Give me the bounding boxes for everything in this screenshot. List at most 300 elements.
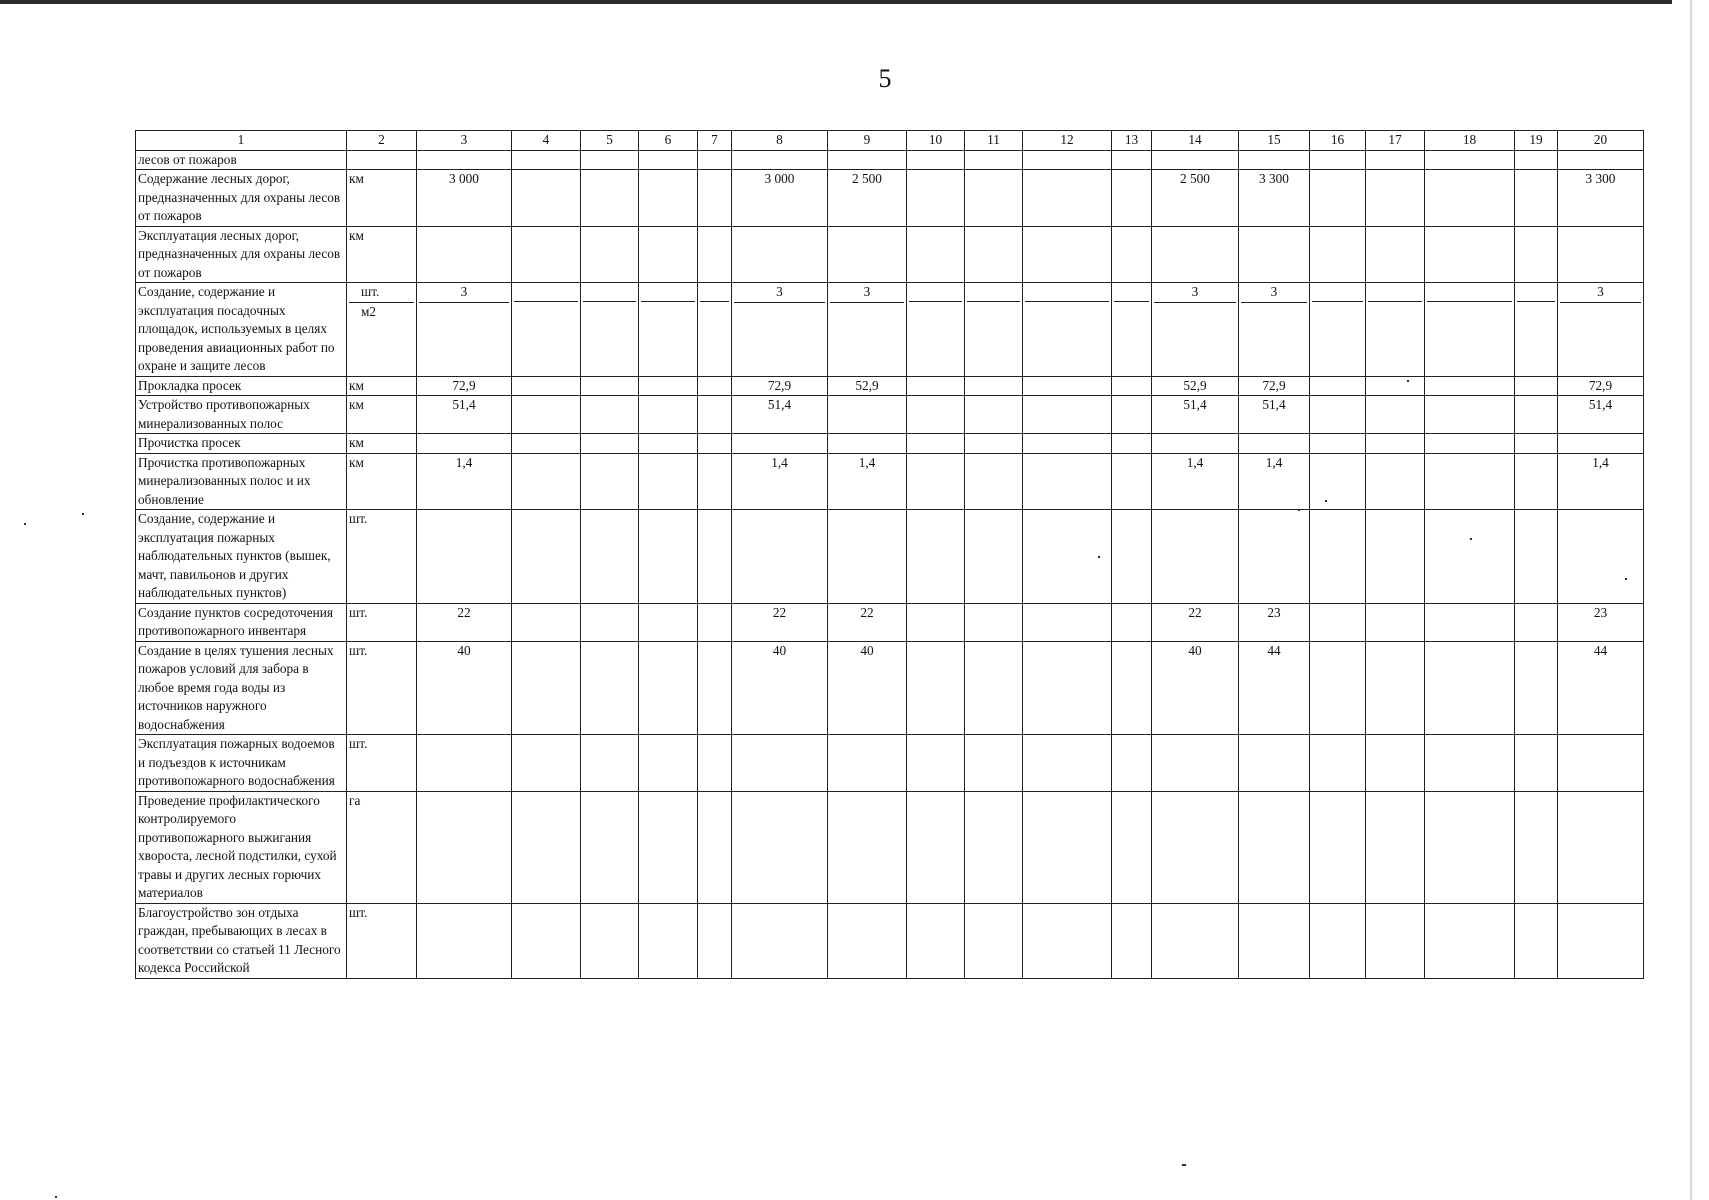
unit-cell: км [347,396,417,434]
scan-speck [1182,1164,1186,1166]
value-cell-col-17 [1366,283,1425,377]
value-cell-col-15 [1239,903,1310,978]
value-cell-col-20: 1,4 [1558,453,1644,510]
unit-secondary: м2 [361,303,377,319]
value-cell-col-18 [1425,396,1515,434]
value-cell-col-12 [1023,283,1112,377]
value-cell-col-8 [732,226,828,283]
value-cell-col-15 [1239,150,1310,170]
value-cell-col-16 [1310,150,1366,170]
value-cell-col-3 [417,226,512,283]
column-header-9: 9 [828,131,907,151]
value-cell-col-18 [1425,903,1515,978]
column-header-2: 2 [347,131,417,151]
value-cell-col-6 [639,283,698,377]
value-cell-col-5 [581,510,639,604]
table-row [136,641,1644,735]
value-cell-col-20 [1558,150,1644,170]
value-cell-col-11 [965,791,1023,903]
value-cell-col-15: 1,4 [1239,453,1310,510]
column-header-15: 15 [1239,131,1310,151]
value-cell-col-9: 40 [828,641,907,735]
value-cell-col-9 [828,735,907,792]
value-primary [1368,283,1422,302]
column-header-1: 1 [136,131,347,151]
value-cell-col-19 [1515,903,1558,978]
value-cell-col-6 [639,150,698,170]
value-cell-col-7 [698,735,732,792]
table-row [136,735,1644,792]
value-cell-col-5 [581,170,639,227]
value-primary: 3 [1241,283,1307,303]
value-primary [700,283,729,302]
value-cell-col-6 [639,791,698,903]
column-header-16: 16 [1310,131,1366,151]
value-primary [1025,283,1109,302]
value-cell-col-12 [1023,603,1112,641]
value-cell-col-7 [698,283,732,377]
value-cell-col-5 [581,226,639,283]
value-cell-col-20 [1558,283,1644,377]
value-cell-col-14 [1152,510,1239,604]
value-cell-col-13 [1112,453,1152,510]
activity-name-cell: Прочистка противопожарных минерализованных полос и их обновление [136,453,347,510]
value-cell-col-3 [417,791,512,903]
value-cell-col-19 [1515,150,1558,170]
activity-name-cell: лесов от пожаров [136,150,347,170]
value-cell-col-9: 22 [828,603,907,641]
value-cell-col-14: 52,9 [1152,376,1239,396]
activity-name-cell: Создание, содержание и эксплуатация посадочных площадок, используемых в целях проведения авиационных работ по охране и защите лесов [136,283,347,377]
value-cell-col-14 [1152,283,1239,377]
value-cell-col-20 [1558,903,1644,978]
value-cell-col-8 [732,735,828,792]
value-cell-col-13 [1112,396,1152,434]
value-cell-col-18 [1425,170,1515,227]
value-cell-col-6 [639,434,698,454]
column-header-6: 6 [639,131,698,151]
value-cell-col-15 [1239,735,1310,792]
value-cell-col-4 [512,735,581,792]
value-cell-col-18 [1425,150,1515,170]
table-row [136,376,1644,396]
value-cell-col-11 [965,735,1023,792]
scan-speck [82,513,84,515]
activity-name-cell: Создание, содержание и эксплуатация пожарных наблюдательных пунктов (вышек, мачт, павильонов и других наблюдательных пунктов) [136,510,347,604]
value-cell-col-19 [1515,376,1558,396]
value-primary: 3 [1560,283,1641,303]
value-cell-col-19 [1515,735,1558,792]
unit-cell [347,283,417,377]
value-cell-col-4 [512,226,581,283]
value-cell-col-16 [1310,791,1366,903]
value-cell-col-14: 51,4 [1152,396,1239,434]
value-cell-col-20 [1558,510,1644,604]
value-cell-col-9: 1,4 [828,453,907,510]
value-primary [514,283,578,302]
column-number-row [136,131,1644,151]
value-cell-col-11 [965,376,1023,396]
value-cell-col-7 [698,641,732,735]
value-cell-col-17 [1366,226,1425,283]
value-cell-col-3: 72,9 [417,376,512,396]
value-cell-col-4 [512,170,581,227]
activity-name-cell: Проведение профилактического контролируемого противопожарного выжигания хвороста, лесной подстилки, сухой травы и других лесных горючих материалов [136,791,347,903]
value-cell-col-7 [698,791,732,903]
unit-cell: км [347,226,417,283]
value-cell-col-17 [1366,641,1425,735]
value-cell-col-15 [1239,791,1310,903]
value-cell-col-5 [581,434,639,454]
value-cell-col-6 [639,170,698,227]
activity-name-cell: Благоустройство зон отдыха граждан, пребывающих в лесах в соответствии со статьей 11 Лесного кодекса Российской [136,903,347,978]
scan-speck [55,1196,57,1198]
value-cell-col-10 [907,376,965,396]
value-cell-col-3: 3 000 [417,170,512,227]
column-header-8: 8 [732,131,828,151]
scan-speck [1098,556,1100,558]
value-cell-col-19 [1515,603,1558,641]
value-cell-col-4 [512,603,581,641]
activity-name-cell: Создание в целях тушения лесных пожаров условий для забора в любое время года воды из источников наружного водоснабжения [136,641,347,735]
value-cell-col-17 [1366,735,1425,792]
value-cell-col-13 [1112,903,1152,978]
value-cell-col-18 [1425,376,1515,396]
value-cell-col-11 [965,283,1023,377]
value-cell-col-5 [581,603,639,641]
value-cell-col-8 [732,791,828,903]
value-cell-col-7 [698,603,732,641]
value-cell-col-5 [581,453,639,510]
value-cell-col-10 [907,283,965,377]
value-cell-col-9 [828,226,907,283]
value-cell-col-18 [1425,791,1515,903]
value-cell-col-6 [639,376,698,396]
value-primary: 3 [419,283,509,303]
value-cell-col-9 [828,903,907,978]
value-cell-col-19 [1515,641,1558,735]
value-cell-col-12 [1023,396,1112,434]
value-cell-col-20 [1558,434,1644,454]
value-cell-col-8 [732,283,828,377]
value-cell-col-16 [1310,603,1366,641]
value-cell-col-16 [1310,510,1366,604]
value-cell-col-8 [732,903,828,978]
scan-speck [1470,538,1472,540]
value-primary [1517,283,1555,302]
value-cell-col-10 [907,791,965,903]
value-cell-col-11 [965,641,1023,735]
table-row [136,226,1644,283]
table-row [136,791,1644,903]
value-cell-col-4 [512,641,581,735]
value-cell-col-7 [698,376,732,396]
value-cell-col-18 [1425,226,1515,283]
value-cell-col-5 [581,735,639,792]
value-cell-col-17 [1366,396,1425,434]
value-cell-col-8: 1,4 [732,453,828,510]
value-cell-col-15: 51,4 [1239,396,1310,434]
column-header-4: 4 [512,131,581,151]
value-cell-col-6 [639,396,698,434]
value-cell-col-10 [907,396,965,434]
value-cell-col-3 [417,903,512,978]
value-cell-col-15 [1239,226,1310,283]
value-cell-col-10 [907,170,965,227]
unit-cell: шт. [347,735,417,792]
table-row [136,903,1644,978]
value-cell-col-11 [965,226,1023,283]
table-row [136,603,1644,641]
value-cell-col-17 [1366,376,1425,396]
value-cell-col-13 [1112,170,1152,227]
value-cell-col-12 [1023,453,1112,510]
value-cell-col-18 [1425,283,1515,377]
value-cell-col-5 [581,150,639,170]
column-header-3: 3 [417,131,512,151]
unit-cell: га [347,791,417,903]
value-cell-col-18 [1425,434,1515,454]
value-cell-col-18 [1425,453,1515,510]
value-cell-col-4 [512,396,581,434]
value-cell-col-8 [732,150,828,170]
value-cell-col-7 [698,510,732,604]
column-header-11: 11 [965,131,1023,151]
value-cell-col-16 [1310,735,1366,792]
value-primary: 3 [1154,283,1236,303]
value-cell-col-13 [1112,603,1152,641]
value-cell-col-12 [1023,434,1112,454]
value-cell-col-17 [1366,453,1425,510]
value-cell-col-10 [907,510,965,604]
column-header-5: 5 [581,131,639,151]
value-cell-col-10 [907,453,965,510]
value-cell-col-14 [1152,226,1239,283]
value-cell-col-19 [1515,453,1558,510]
scan-speck [1407,380,1409,382]
column-header-12: 12 [1023,131,1112,151]
value-primary [1114,283,1149,302]
column-header-7: 7 [698,131,732,151]
value-cell-col-16 [1310,903,1366,978]
unit-cell: шт. [347,603,417,641]
value-cell-col-4 [512,283,581,377]
value-cell-col-4 [512,791,581,903]
value-cell-col-14: 40 [1152,641,1239,735]
page-edge [1690,0,1692,1200]
value-cell-col-8: 51,4 [732,396,828,434]
value-cell-col-7 [698,903,732,978]
value-cell-col-20 [1558,735,1644,792]
unit-cell: км [347,453,417,510]
value-primary [641,283,695,302]
value-cell-col-12 [1023,641,1112,735]
value-cell-col-19 [1515,396,1558,434]
value-cell-col-14: 1,4 [1152,453,1239,510]
value-cell-col-3: 1,4 [417,453,512,510]
unit-cell: км [347,376,417,396]
value-cell-col-16 [1310,434,1366,454]
value-cell-col-12 [1023,170,1112,227]
value-cell-col-5 [581,283,639,377]
value-cell-col-15 [1239,283,1310,377]
value-cell-col-11 [965,396,1023,434]
value-cell-col-15: 72,9 [1239,376,1310,396]
value-cell-col-8: 22 [732,603,828,641]
value-cell-col-14: 22 [1152,603,1239,641]
value-primary [1427,283,1512,302]
value-cell-col-20: 72,9 [1558,376,1644,396]
value-cell-col-9 [828,283,907,377]
activity-name-cell: Эксплуатация лесных дорог, предназначенных для охраны лесов от пожаров [136,226,347,283]
value-cell-col-16 [1310,170,1366,227]
value-cell-col-16 [1310,396,1366,434]
value-cell-col-14 [1152,791,1239,903]
value-primary: 3 [830,283,904,303]
activity-name-cell: Прокладка просек [136,376,347,396]
value-cell-col-16 [1310,283,1366,377]
unit-cell: шт. [347,641,417,735]
value-cell-col-15 [1239,510,1310,604]
column-header-20: 20 [1558,131,1644,151]
value-cell-col-13 [1112,376,1152,396]
table-row [136,510,1644,604]
value-cell-col-19 [1515,226,1558,283]
value-cell-col-16 [1310,453,1366,510]
unit-cell: шт. [347,903,417,978]
value-cell-col-3 [417,283,512,377]
unit-cell: шт. [347,510,417,604]
value-cell-col-9 [828,396,907,434]
value-cell-col-13 [1112,150,1152,170]
value-cell-col-6 [639,735,698,792]
value-cell-col-7 [698,453,732,510]
value-cell-col-12 [1023,735,1112,792]
value-cell-col-6 [639,510,698,604]
value-cell-col-7 [698,170,732,227]
value-cell-col-5 [581,903,639,978]
value-cell-col-10 [907,226,965,283]
value-cell-col-9 [828,434,907,454]
value-cell-col-4 [512,453,581,510]
table-row [136,283,1644,377]
value-cell-col-10 [907,603,965,641]
value-cell-col-17 [1366,150,1425,170]
activity-name-cell: Создание пунктов сосредоточения противопожарного инвентаря [136,603,347,641]
value-cell-col-8 [732,434,828,454]
value-cell-col-7 [698,226,732,283]
value-cell-col-17 [1366,791,1425,903]
value-cell-col-7 [698,434,732,454]
value-primary [967,283,1020,302]
unit-cell [347,150,417,170]
value-cell-col-3 [417,434,512,454]
table-row [136,170,1644,227]
value-cell-col-9 [828,791,907,903]
value-cell-col-19 [1515,791,1558,903]
scan-speck [1298,509,1300,511]
value-cell-col-16 [1310,641,1366,735]
value-cell-col-18 [1425,510,1515,604]
value-cell-col-20 [1558,226,1644,283]
activity-name-cell: Эксплуатация пожарных водоемов и подъездов к источникам противопожарного водоснабжения [136,735,347,792]
value-cell-col-11 [965,903,1023,978]
value-cell-col-3 [417,510,512,604]
value-cell-col-17 [1366,510,1425,604]
value-cell-col-19 [1515,434,1558,454]
value-cell-col-10 [907,641,965,735]
value-cell-col-5 [581,376,639,396]
value-cell-col-9 [828,150,907,170]
value-cell-col-15: 23 [1239,603,1310,641]
value-cell-col-6 [639,641,698,735]
value-cell-col-16 [1310,226,1366,283]
value-cell-col-4 [512,903,581,978]
activity-name-cell: Устройство противопожарных минерализованных полос [136,396,347,434]
value-cell-col-14 [1152,434,1239,454]
value-cell-col-10 [907,735,965,792]
value-cell-col-14 [1152,903,1239,978]
value-cell-col-9: 52,9 [828,376,907,396]
value-cell-col-7 [698,150,732,170]
value-cell-col-9 [828,510,907,604]
value-cell-col-12 [1023,226,1112,283]
value-cell-col-12 [1023,150,1112,170]
value-cell-col-20: 51,4 [1558,396,1644,434]
forest-protection-table [135,130,1644,979]
value-cell-col-5 [581,641,639,735]
scan-speck [1325,500,1327,502]
value-cell-col-12 [1023,791,1112,903]
value-cell-col-4 [512,434,581,454]
top-border-line [0,0,1672,4]
value-cell-col-14 [1152,150,1239,170]
column-header-10: 10 [907,131,965,151]
value-cell-col-12 [1023,376,1112,396]
value-cell-col-20: 44 [1558,641,1644,735]
value-cell-col-10 [907,434,965,454]
value-cell-col-11 [965,150,1023,170]
value-primary [583,283,636,302]
table-row [136,434,1644,454]
value-primary: 3 [734,283,825,303]
value-cell-col-6 [639,453,698,510]
value-cell-col-11 [965,603,1023,641]
table-row [136,453,1644,510]
scan-speck [24,523,26,525]
value-cell-col-11 [965,510,1023,604]
value-cell-col-11 [965,434,1023,454]
value-cell-col-3: 51,4 [417,396,512,434]
column-header-19: 19 [1515,131,1558,151]
value-cell-col-8 [732,510,828,604]
column-header-17: 17 [1366,131,1425,151]
value-cell-col-13 [1112,226,1152,283]
value-cell-col-11 [965,170,1023,227]
value-cell-col-19 [1515,170,1558,227]
value-cell-col-13 [1112,283,1152,377]
value-cell-col-13 [1112,641,1152,735]
value-cell-col-20: 23 [1558,603,1644,641]
table-row [136,396,1644,434]
value-cell-col-13 [1112,735,1152,792]
value-cell-col-4 [512,376,581,396]
value-cell-col-18 [1425,603,1515,641]
value-cell-col-13 [1112,434,1152,454]
value-cell-col-14: 2 500 [1152,170,1239,227]
value-cell-col-4 [512,510,581,604]
value-cell-col-18 [1425,735,1515,792]
